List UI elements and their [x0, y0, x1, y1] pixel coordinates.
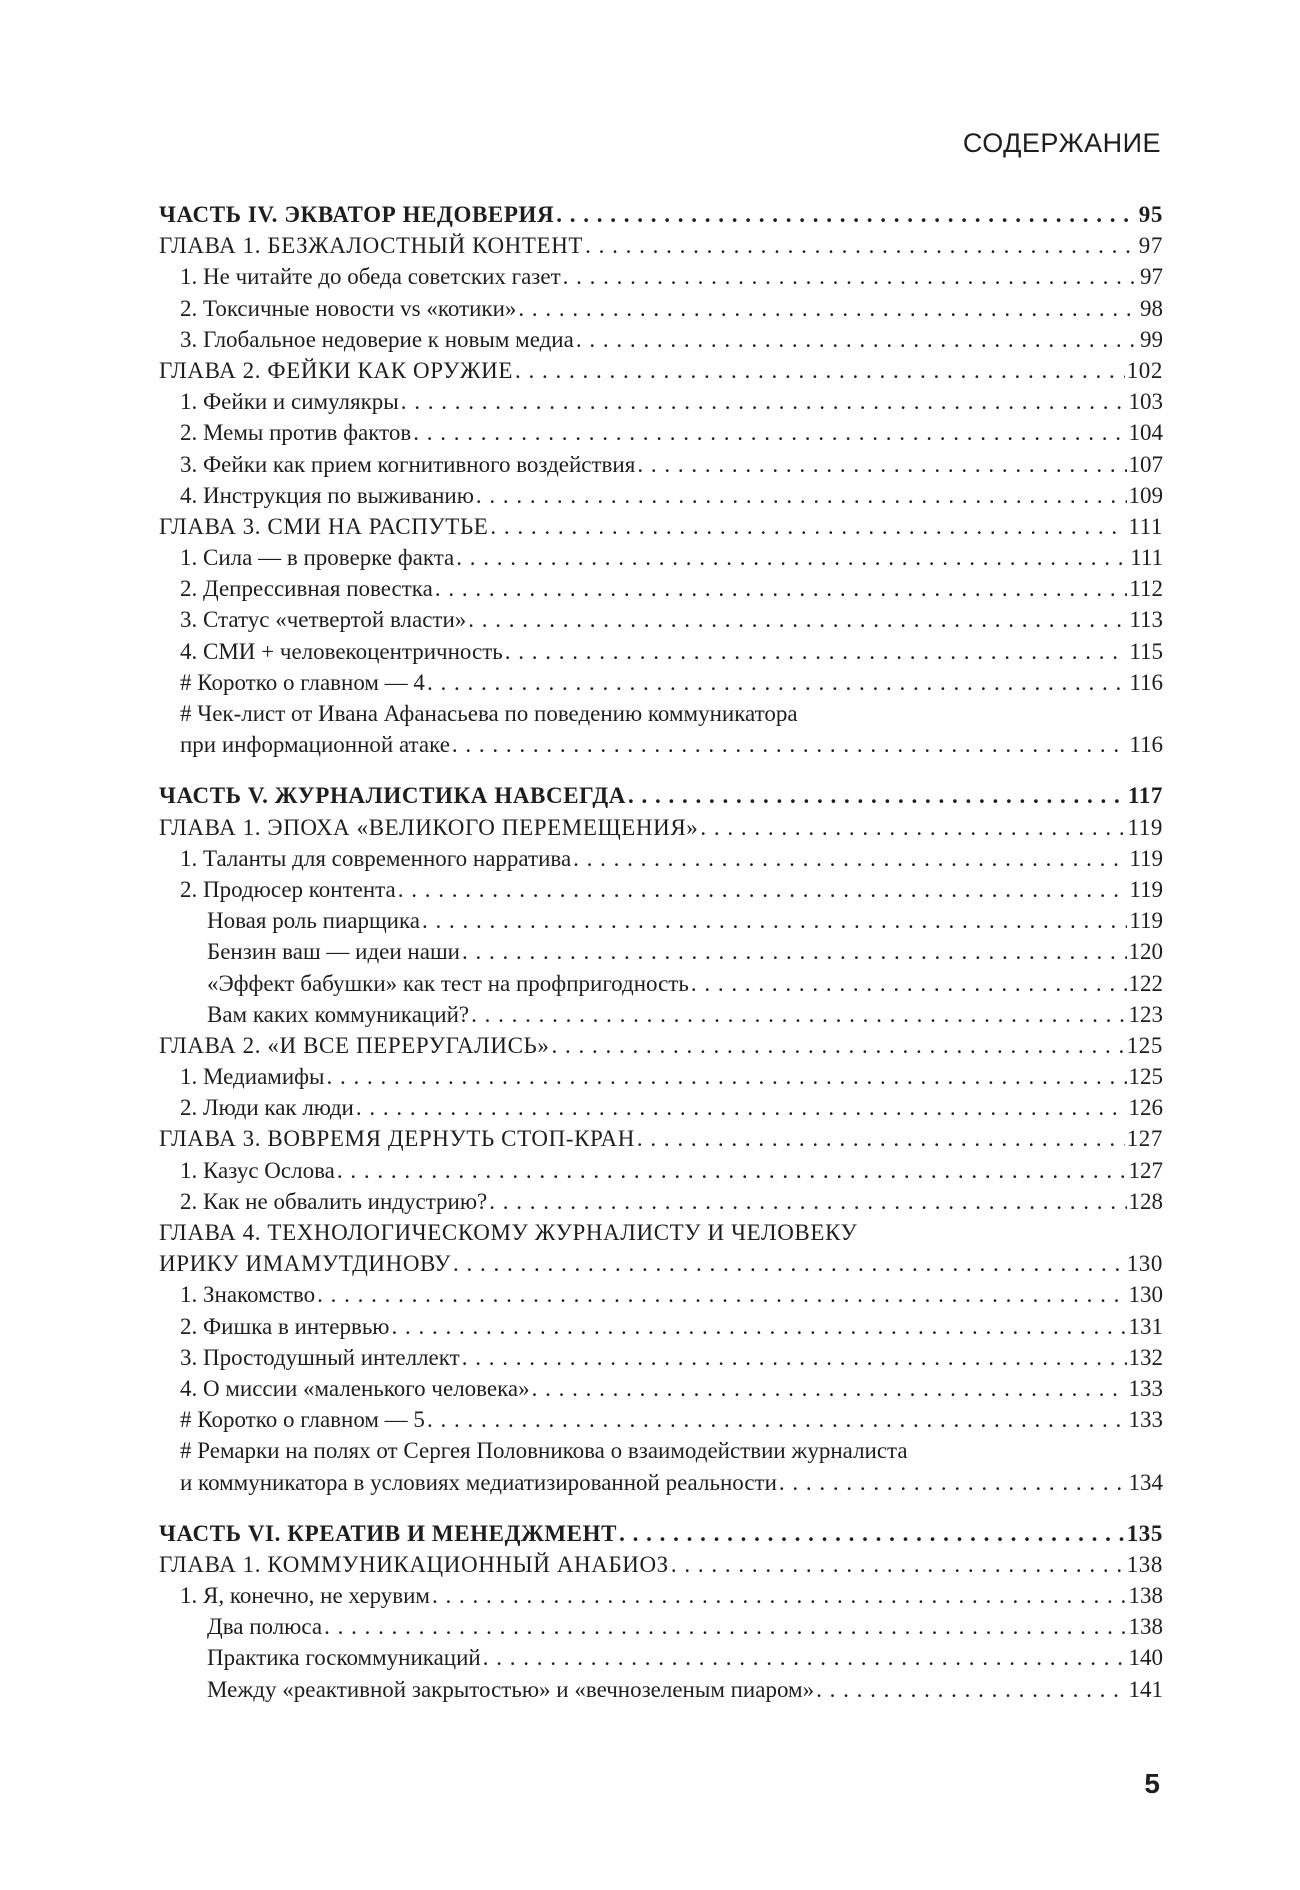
toc-entry-title: Бензин ваш — идеи наши	[207, 939, 460, 965]
toc-part-entry[interactable]	[159, 1518, 1163, 1549]
toc-entry-title: 3. Фейки как прием когнитивного воздействия	[180, 451, 636, 477]
toc-entry-title: ГЛАВА 4. ТЕХНОЛОГИЧЕСКОМУ ЖУРНАЛИСТУ И ЧЕЛОВЕКУ	[159, 1220, 858, 1245]
toc-section-entry[interactable]	[159, 261, 1163, 292]
toc-dot-leader	[779, 1467, 1127, 1498]
toc-entry-page: 140	[1128, 1645, 1163, 1671]
toc-section-entry[interactable]	[159, 1092, 1163, 1123]
toc-dot-leader	[489, 1186, 1126, 1217]
toc-entry-page: 130	[1126, 1251, 1163, 1277]
page-number: 5	[1144, 1768, 1160, 1799]
toc-dot-leader	[401, 386, 1127, 417]
toc-chapter-entry[interactable]	[159, 355, 1163, 386]
toc-entry-title: 2. Мемы против фактов	[180, 420, 412, 446]
toc-entry-page: 104	[1128, 420, 1163, 446]
toc-entry-title: # Коротко о главном — 4	[180, 669, 425, 695]
toc-entry-title: ГЛАВА 1. БЕЗЖАЛОСТНЫЙ КОНТЕНТ	[159, 233, 584, 259]
toc-entry-title: 1. Медиамифы	[180, 1064, 325, 1090]
toc-entry-title: 1. Фейки и симулякры	[180, 389, 399, 415]
toc-entry-title: 3. Глобальное недоверие к новым медиа	[180, 326, 574, 352]
toc-section-entry[interactable]	[159, 729, 1163, 760]
toc-entry-page: 122	[1128, 970, 1163, 996]
toc-entry-page: 119	[1129, 876, 1163, 902]
toc-entry-page: 98	[1140, 295, 1163, 321]
toc-chapter-entry[interactable]	[159, 511, 1163, 542]
toc-dot-leader	[515, 355, 1125, 386]
toc-section-entry[interactable]	[159, 449, 1163, 480]
toc-entry-title: Новая роль пиарщика	[207, 908, 420, 934]
toc-entry-title: и коммуникатора в условиях медиатизированной реальности	[180, 1469, 777, 1495]
toc-entry-page: 130	[1128, 1282, 1163, 1308]
toc-entry-page: 133	[1128, 1407, 1163, 1433]
toc-dot-leader	[324, 1611, 1126, 1642]
toc-section-entry[interactable]	[159, 417, 1163, 448]
toc-entry-title: ИРИКУ ИМАМУТДИНОВУ	[159, 1251, 452, 1277]
toc-section-entry[interactable]	[159, 698, 1163, 729]
toc-dot-leader	[700, 812, 1125, 843]
toc-part-entry[interactable]	[159, 780, 1163, 811]
toc-dot-leader	[637, 449, 1126, 480]
toc-section-entry[interactable]	[159, 1404, 1163, 1435]
toc-dot-leader	[556, 199, 1137, 230]
toc-entry-page: 111	[1130, 545, 1163, 571]
toc-entry-title: Два полюса	[207, 1614, 323, 1640]
toc-dot-leader	[637, 1123, 1125, 1154]
toc-entry-page: 125	[1128, 1064, 1163, 1090]
toc-dot-leader	[422, 905, 1127, 936]
toc-entry-title: 1. Я, конечно, не херувим	[180, 1583, 430, 1609]
toc-entry-title: 1. Таланты для современного нарратива	[180, 845, 572, 871]
toc-dot-leader	[483, 1642, 1127, 1673]
toc-dot-leader	[413, 417, 1126, 448]
toc-section-entry[interactable]	[159, 1342, 1163, 1373]
toc-entry-page: 102	[1126, 357, 1163, 383]
toc-section-entry[interactable]	[159, 874, 1163, 905]
toc-entry-page: 119	[1127, 814, 1163, 840]
toc-dot-leader	[452, 729, 1127, 760]
toc-section-entry[interactable]	[159, 1061, 1163, 1092]
toc-entry-page: 134	[1128, 1469, 1163, 1495]
toc-section-entry[interactable]	[159, 1155, 1163, 1186]
toc-entry-title: # Ремарки на полях от Сергея Половникова о взаимодействии журналиста	[180, 1438, 908, 1464]
toc-entry-page: 138	[1128, 1583, 1163, 1609]
toc-section-entry[interactable]	[159, 1373, 1163, 1404]
toc-entry-title: ГЛАВА 1. ЭПОХА «ВЕЛИКОГО ПЕРЕМЕЩЕНИЯ»	[159, 814, 699, 840]
toc-entry-title: Практика госкоммуникаций	[207, 1645, 481, 1671]
toc-dot-leader	[432, 1580, 1127, 1611]
toc-dot-leader	[453, 1248, 1125, 1279]
toc-chapter-entry[interactable]	[159, 230, 1163, 261]
toc-chapter-entry[interactable]	[159, 1217, 1163, 1248]
toc-entry-page: 135	[1126, 1520, 1163, 1546]
toc-chapter-entry[interactable]	[159, 812, 1163, 843]
toc-chapter-entry[interactable]	[159, 1123, 1163, 1154]
toc-entry-page: 119	[1129, 908, 1163, 934]
toc-section-entry[interactable]	[159, 999, 1163, 1030]
toc-entry-title: ГЛАВА 2. «И ВСЕ ПЕРЕРУГАЛИСЬ»	[159, 1032, 550, 1058]
toc-dot-leader	[563, 261, 1138, 292]
toc-entry-page: 112	[1129, 576, 1163, 602]
toc-entry-title: ГЛАВА 3. ВОВРЕМЯ ДЕРНУТЬ СТОП-КРАН	[159, 1126, 635, 1152]
toc-section-entry[interactable]	[159, 1611, 1163, 1642]
toc-entry-page: 133	[1128, 1375, 1163, 1401]
toc-dot-leader	[317, 1279, 1126, 1310]
toc-section-entry[interactable]	[159, 843, 1163, 874]
toc-dot-leader	[585, 230, 1137, 261]
toc-section-entry[interactable]	[159, 1580, 1163, 1611]
toc-entry-page: 117	[1127, 783, 1163, 809]
toc-chapter-entry[interactable]	[159, 1549, 1163, 1580]
toc-entry-title: 3. Простодушный интеллект	[180, 1344, 460, 1370]
toc-entry-page: 99	[1140, 326, 1163, 352]
toc-section-entry[interactable]	[159, 1674, 1163, 1705]
toc-dot-leader	[551, 1030, 1124, 1061]
toc-section-entry[interactable]	[159, 480, 1163, 511]
toc-entry-page: 116	[1129, 669, 1163, 695]
toc-dot-leader	[691, 968, 1127, 999]
toc-dot-leader	[398, 874, 1128, 905]
toc-part-entry[interactable]	[159, 199, 1163, 230]
toc-dot-leader	[427, 667, 1127, 698]
toc-entry-title: # Коротко о главном — 5	[180, 1407, 425, 1433]
toc-dot-leader	[476, 480, 1127, 511]
toc-section-entry[interactable]	[159, 968, 1163, 999]
toc-section-entry[interactable]	[159, 1186, 1163, 1217]
toc-dot-leader	[576, 324, 1138, 355]
toc-entry-page: 138	[1126, 1551, 1163, 1577]
toc-entry-title: 4. О миссии «маленького человека»	[180, 1375, 530, 1401]
toc-section-entry[interactable]	[159, 604, 1163, 635]
toc-dot-leader	[671, 1549, 1125, 1580]
toc-section-entry[interactable]	[159, 905, 1163, 936]
toc-entry-title: 4. СМИ + человекоцентричность	[180, 638, 503, 664]
toc-dot-leader	[816, 1674, 1126, 1705]
toc-dot-leader	[392, 1311, 1127, 1342]
toc-entry-title: ЧАСТЬ V. ЖУРНАЛИСТИКА НАВСЕГДА	[159, 783, 626, 809]
toc-dot-leader	[435, 573, 1128, 604]
toc-dot-leader	[462, 1342, 1127, 1373]
toc-dot-leader	[518, 293, 1138, 324]
toc-section-entry[interactable]	[159, 1435, 1163, 1466]
toc-section-entry[interactable]	[159, 636, 1163, 667]
toc-entry-title: ГЛАВА 2. ФЕЙКИ КАК ОРУЖИЕ	[159, 357, 513, 383]
toc-section-entry[interactable]	[159, 1279, 1163, 1310]
toc-entry-title: ЧАСТЬ VI. КРЕАТИВ И МЕНЕДЖМЕНТ	[159, 1520, 618, 1546]
toc-entry-page: 103	[1128, 389, 1163, 415]
toc-entry-title: Между «реактивной закрытостью» и «вечнозеленым пиаром»	[207, 1676, 815, 1702]
toc-dot-leader	[619, 1518, 1125, 1549]
toc-entry-page: 113	[1129, 607, 1163, 633]
toc-entry-title: 1. Сила — в проверке факта	[180, 545, 455, 571]
toc-entry-page: 119	[1129, 845, 1163, 871]
toc-dot-leader	[505, 636, 1128, 667]
running-head: СОДЕРЖАНИЕ	[962, 128, 1161, 158]
toc-entry-title: 2. Фишка в интервью	[180, 1313, 390, 1339]
toc-entry-title: 2. Как не обвалить индустрию?	[180, 1188, 488, 1214]
toc-entry-title: # Чек-лист от Ивана Афанасьева по поведению коммуникатора	[180, 701, 798, 726]
toc-section-entry[interactable]	[159, 386, 1163, 417]
toc-section-entry[interactable]	[159, 1467, 1163, 1498]
toc-entry-page: 125	[1126, 1032, 1163, 1058]
toc-entry-title: 2. Токсичные новости vs «котики»	[180, 295, 517, 321]
toc-entry-title: ГЛАВА 1. КОММУНИКАЦИОННЫЙ АНАБИОЗ	[159, 1551, 669, 1577]
toc-entry-page: 111	[1128, 513, 1163, 539]
toc-entry-title: 2. Продюсер контента	[180, 876, 396, 902]
toc-entry-page: 127	[1126, 1126, 1163, 1152]
toc-dot-leader	[573, 843, 1127, 874]
toc-dot-leader	[532, 1373, 1127, 1404]
toc-chapter-entry[interactable]	[159, 1030, 1163, 1061]
toc-dot-leader	[327, 1061, 1127, 1092]
toc-section-entry[interactable]	[159, 542, 1163, 573]
toc-dot-leader	[456, 542, 1128, 573]
toc-entry-title: 2. Депрессивная повестка	[180, 576, 433, 602]
toc-entry-page: 128	[1128, 1188, 1163, 1214]
toc-dot-leader	[462, 936, 1127, 967]
toc-entry-title: Вам каких коммуникаций?	[207, 1001, 470, 1027]
toc-entry-title: «Эффект бабушки» как тест на профпригодность	[207, 970, 689, 996]
toc-section-entry[interactable]	[159, 936, 1163, 967]
toc-dot-leader	[628, 780, 1126, 811]
toc-entry-title: 1. Не читайте до обеда советских газет	[180, 264, 561, 290]
toc-entry-title: 1. Казус Ослова	[180, 1157, 335, 1183]
toc-dot-leader	[490, 511, 1126, 542]
toc-entry-page: 97	[1138, 233, 1163, 259]
toc-entry-page: 115	[1129, 638, 1163, 664]
toc-entry-title: 2. Люди как люди	[180, 1095, 354, 1121]
toc-section-entry[interactable]	[159, 293, 1163, 324]
toc-entry-title: при информационной атаке	[180, 732, 450, 758]
toc-entry-page: 120	[1128, 939, 1163, 965]
toc-entry-title: ЧАСТЬ IV. ЭКВАТОР НЕДОВЕРИЯ	[159, 202, 555, 227]
toc-entry-page: 123	[1128, 1001, 1163, 1027]
toc-entry-page: 138	[1128, 1614, 1163, 1640]
toc-entry-page: 109	[1128, 482, 1163, 508]
toc-dot-leader	[468, 604, 1127, 635]
toc-entry-page: 97	[1140, 264, 1163, 290]
toc-section-entry[interactable]	[159, 1642, 1163, 1673]
toc-entry-page: 126	[1128, 1095, 1163, 1121]
table-of-contents	[159, 199, 1163, 1705]
toc-entry-title: 3. Статус «четвертой власти»	[180, 607, 467, 633]
toc-section-entry[interactable]	[159, 1311, 1163, 1342]
toc-dot-leader	[471, 999, 1126, 1030]
toc-dot-leader	[356, 1092, 1127, 1123]
toc-dot-leader	[427, 1404, 1127, 1435]
toc-section-entry[interactable]	[159, 324, 1163, 355]
toc-entry-title: 1. Знакомство	[180, 1282, 316, 1308]
toc-section-entry[interactable]	[159, 667, 1163, 698]
toc-entry-title: 4. Инструкция по выживанию	[180, 482, 474, 508]
toc-entry-page: 95	[1138, 202, 1163, 227]
toc-entry-page: 131	[1128, 1313, 1163, 1339]
toc-entry-title: ГЛАВА 3. СМИ НА РАСПУТЬЕ	[159, 513, 489, 539]
toc-entry-page: 116	[1129, 732, 1163, 758]
toc-section-entry[interactable]	[159, 573, 1163, 604]
toc-entry-page: 132	[1128, 1344, 1163, 1370]
toc-entry-page: 127	[1128, 1157, 1163, 1183]
toc-entry-page: 107	[1128, 451, 1163, 477]
toc-dot-leader	[337, 1155, 1127, 1186]
toc-entry-page: 141	[1128, 1676, 1163, 1702]
toc-chapter-entry[interactable]	[159, 1248, 1163, 1279]
